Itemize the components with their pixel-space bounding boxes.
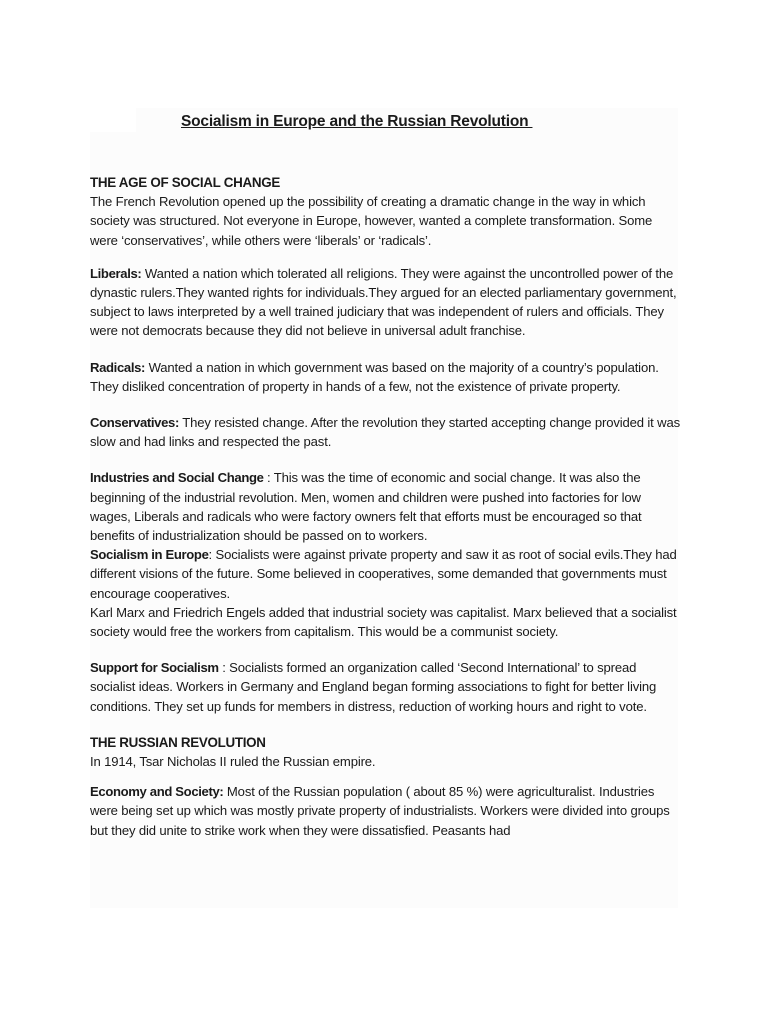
paragraph-russian-revolution: In 1914, Tsar Nicholas II ruled the Russian empire. [90, 754, 376, 770]
paragraph-industries [90, 468, 680, 545]
text-conservatives: They resisted change. After the revolution they started accepting change provided it was slow and had links and respected the past. [90, 415, 680, 450]
paragraph-liberals [90, 264, 680, 341]
paragraph-radicals [90, 358, 680, 396]
paragraph-support-socialism [90, 658, 680, 716]
text-support-socialism: : Socialists formed an organization called ‘Second International’ to spread socialist ideas. Workers in Germany and England began forming associations to fight for better living conditions. They set up funds for members in distress, reduction of working hours and right to vote. [90, 660, 657, 714]
text-radicals: Wanted a nation in which government was based on the majority of a country’s population. They disliked concentration of property in hands of a few, not the existence of private property. [90, 359, 659, 394]
paragraph-age-of-social-change: The French Revolution opened up the possibility of creating a dramatic change in the way in which society was structured. Not everyone in Europe, however, wanted a complete transformation. Some were ‘conservatives’, while others were ‘liberals’ or ‘radicals’. [90, 194, 653, 248]
text-industries: : This was the time of economic and social change. It was also the beginning of the industrial revolution. Men, women and children were pushed into factories for low wages, Liberals and radicals who were factory owners felt that efforts must be encouraged so that benefits of industrialization should be passed on to workers. [90, 470, 642, 544]
paragraph-conservatives [90, 413, 680, 451]
text-economy-society: Most of the Russian population ( about 85 %) were agriculturalist. Industries were being set up which was mostly private property of industrialists. Workers were divided into groups but they did unite to strike work when they were dissatisfied. Peasants had [90, 784, 670, 838]
term-liberals: Liberals: [90, 265, 142, 281]
paragraph-socialism-europe [90, 545, 680, 603]
text-socialism-europe: : Socialists were against private property and saw it as root of social evils.They had different visions of the future. Some believed in cooperatives, some demanded that governments must encourage cooperatives. [90, 547, 677, 601]
term-socialism-europe: Socialism in Europe [90, 547, 209, 563]
heading-russian-revolution: THE RUSSIAN REVOLUTION [90, 734, 266, 750]
term-economy-society: Economy and Society: [90, 784, 224, 800]
term-support-socialism: Support for Socialism [90, 660, 219, 676]
term-radicals: Radicals: [90, 359, 146, 375]
document-body [90, 173, 680, 840]
paragraph-marx-engels: Karl Marx and Friedrich Engels added that industrial society was capitalist. Marx believed that a socialist society would free the workers from capitalism. This would be a communist society. [90, 604, 677, 640]
paragraph-economy-society [90, 782, 680, 840]
document-title: Socialism in Europe and the Russian Revolution [181, 113, 533, 130]
term-industries: Industries and Social Change [90, 470, 264, 486]
text-liberals: Wanted a nation which tolerated all religions. They were against the uncontrolled power of the dynastic rulers.They wanted rights for individuals.They argued for an elected parliamentary government, subject to laws interpreted by a well trained judiciary that was independent of rulers and officials. They were not democrats because they did not believe in universal adult franchise. [90, 265, 677, 339]
heading-age-of-social-change: THE AGE OF SOCIAL CHANGE [90, 175, 280, 190]
term-conservatives: Conservatives: [90, 415, 179, 431]
